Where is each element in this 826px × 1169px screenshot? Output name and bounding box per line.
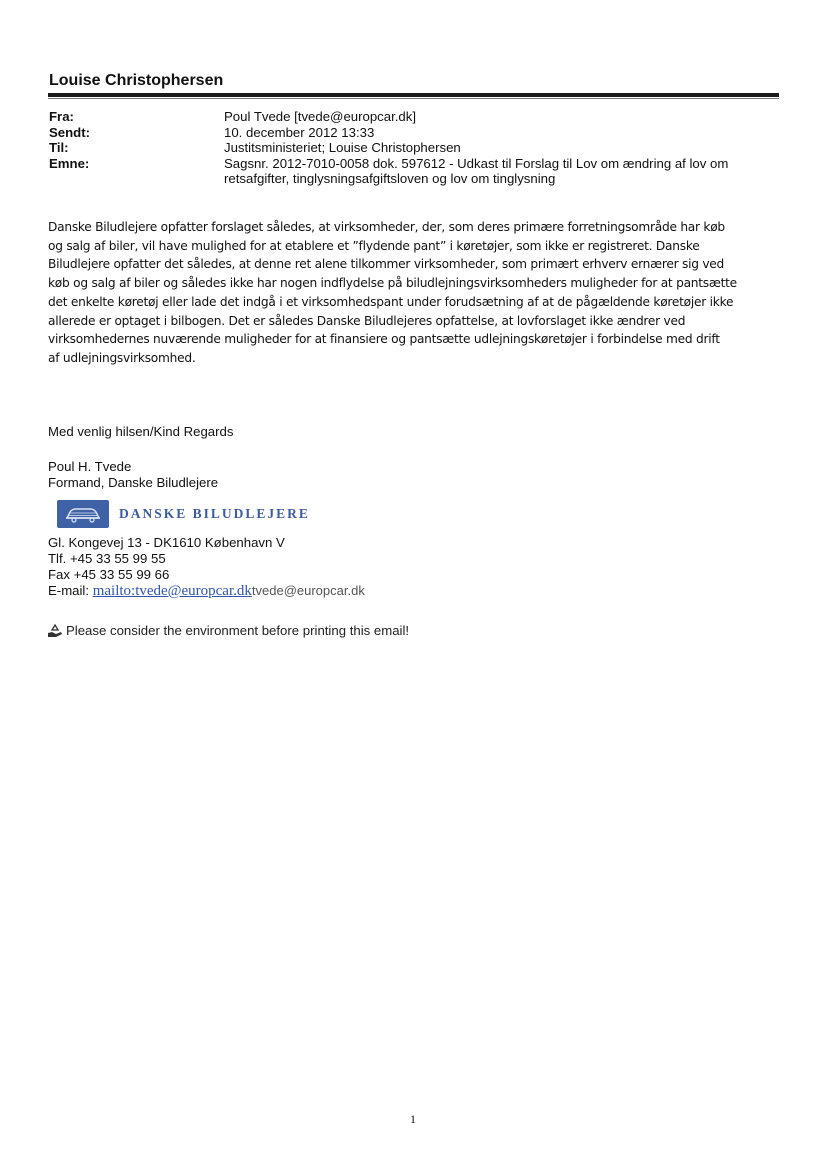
body-line: og salg af biler, vil have mulighed for at etablere et ”flydende pant” i køretøjer, som ikke er registreret. Danske [48,238,700,253]
subject-label: Emne: [49,155,90,171]
sent-row [49,125,779,141]
from-label: Fra: [49,109,74,124]
body-line: det enkelte køretøj eller lade det indgå i et virksomhedspant under forudsætning af at de pågældende køretøjer ikke [48,294,734,309]
logo-wordmark: DANSKE BILUDLEJERE [119,506,310,521]
heading-rule-thin [48,98,779,99]
address: Gl. Kongevej 13 - DK1610 København V [48,535,285,550]
to-value: Justitsministeriet; Louise Christophersen [224,140,461,156]
environment-note-text: Please consider the environment before printing this email! [66,623,410,638]
body-line: køb og salg af biler og således ikke har nogen indflydelse på biludlejningsvirksomheders muligheder for at pantsætte [48,276,737,291]
from-value: Poul Tvede [tvede@europcar.dk] [224,109,417,124]
email-address: tvede@europcar.dk [251,583,365,598]
recycle-hand-icon [47,624,63,638]
subject-value [224,156,779,187]
body-line: Danske Biludlejere opfatter forslaget således, at virksomheder, der, som deres primære forretningsområde har køb [48,220,725,234]
to-row [49,140,779,156]
subject-line: retsafgifter, tinglysningsafgiftsloven og lov om tinglysning [224,171,556,187]
email-row [48,583,365,599]
sent-label: Sendt: [49,124,91,140]
email-body [48,218,778,368]
from-row [49,109,779,125]
body-line: allerede er optaget i bilbogen. Det er således Danske Biludlejeres opfattelse, at lovforslaget ikke ændrer ved [48,313,686,328]
contact-block [48,535,365,599]
car-logo-icon [57,500,109,528]
subject-row [49,156,779,187]
signature-title: Formand, Danske Biludlejere [48,475,219,490]
environment-note [47,623,409,638]
phone: Tlf. +45 33 55 99 55 [48,551,166,566]
heading-rule [48,93,779,97]
body-line: Biludlejere opfatter det således, at denne ret alene tilkommer virksomheder, som primært erhverv ernærer sig ved [48,257,725,272]
sent-value: 10. december 2012 13:33 [224,124,375,140]
signature-name: Poul H. Tvede [48,459,132,474]
to-label: Til: [49,140,69,156]
closing-regards: Med venlig hilsen/Kind Regards [48,424,234,439]
subject-line: Sagsnr. 2012-7010-0058 dok. 597612 - Udkast til Forslag til Lov om ændring af lov om [224,155,729,171]
mailbox-owner-heading: Louise Christophersen [49,72,224,89]
organization-logo [57,500,310,528]
email-header [49,109,779,187]
fax: Fax +45 33 55 99 66 [48,567,170,582]
email-link[interactable]: mailto:tvede@europcar.dk [92,583,252,599]
body-line: af udlejningsvirksomhed. [48,350,196,365]
email-label: E-mail: [48,583,93,598]
page-number: 1 [410,1112,416,1126]
body-line: virksomhedernes nuværende muligheder for at finansiere og pantsætte udlejningskøretøjer i forbindelse med drift [48,332,720,347]
signature-name-block [48,459,218,491]
